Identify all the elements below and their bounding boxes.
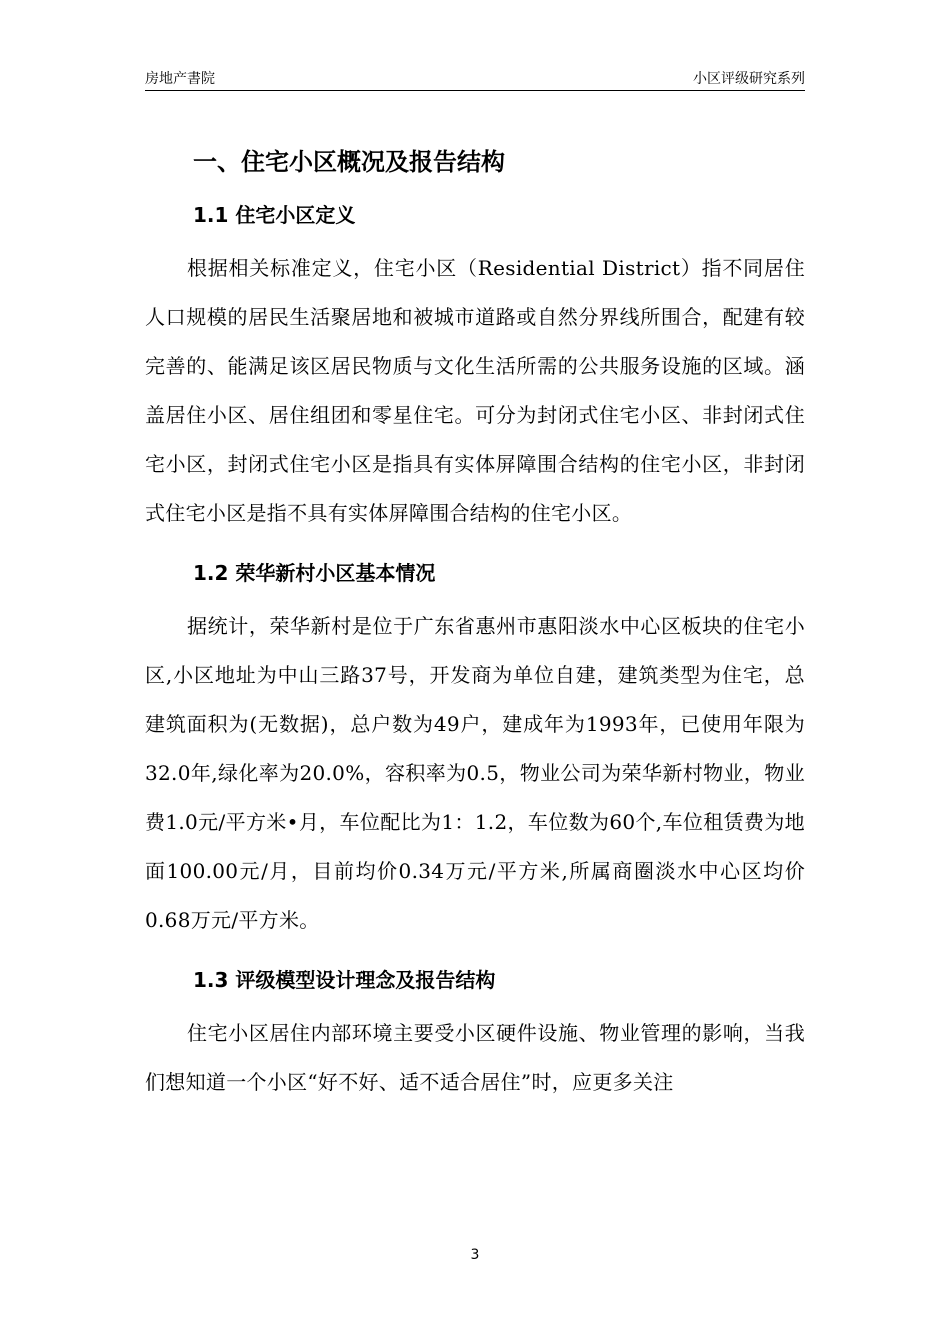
- page-header: [145, 60, 805, 91]
- page-number: 3: [470, 1247, 480, 1263]
- section-title: 一、住宅小区概况及报告结构: [193, 148, 505, 176]
- page-content: [145, 140, 805, 1107]
- paragraph-basic-info: 据统计，荣华新村是位于广东省惠州市惠阳淡水中心区板块的住宅小区,小区地址为中山三路37号，开发商为单位自建，建筑类型为住宅，总建筑面积为(无数据)，总户数为49户，建成年为1993年，已使用年限为32.0年,绿化率为20.0%，容积率为0.5，物业公司为荣华新村物业，物业费1.0元/平方米•月，车位配比为1：1.2，车位数为60个,车位租赁费为地面100.00元/月，目前均价0.34万元/平方米,所属商圈淡水中心区均价0.68万元/平方米。: [145, 614, 805, 932]
- header-series: 小区评级研究系列: [693, 71, 805, 87]
- paragraph-definition: 根据相关标准定义，住宅小区（Residential District）指不同居住人口规模的居民生活聚居地和被城市道路或自然分界线所围合，配建有较完善的、能满足该区居民物质与文化生活所需的公共服务设施的区域。涵盖居住小区、居住组团和零星住宅。可分为封闭式住宅小区、非封闭式住宅小区，封闭式住宅小区是指具有实体屏障围合结构的住宅小区，非封闭式住宅小区是指不具有实体屏障围合结构的住宅小区。: [145, 256, 805, 525]
- subsection-heading-1-3: 1.3 评级模型设计理念及报告结构: [193, 968, 496, 992]
- header-publisher: 房地产書院: [145, 71, 215, 87]
- paragraph-model-design: 住宅小区居住内部环境主要受小区硬件设施、物业管理的影响，当我们想知道一个小区“好不好、适不适合居住”时，应更多关注: [145, 1021, 805, 1094]
- subsection-heading-1-2: 1.2 荣华新村小区基本情况: [193, 561, 436, 585]
- subsection-heading-1-1: 1.1 住宅小区定义: [193, 203, 356, 227]
